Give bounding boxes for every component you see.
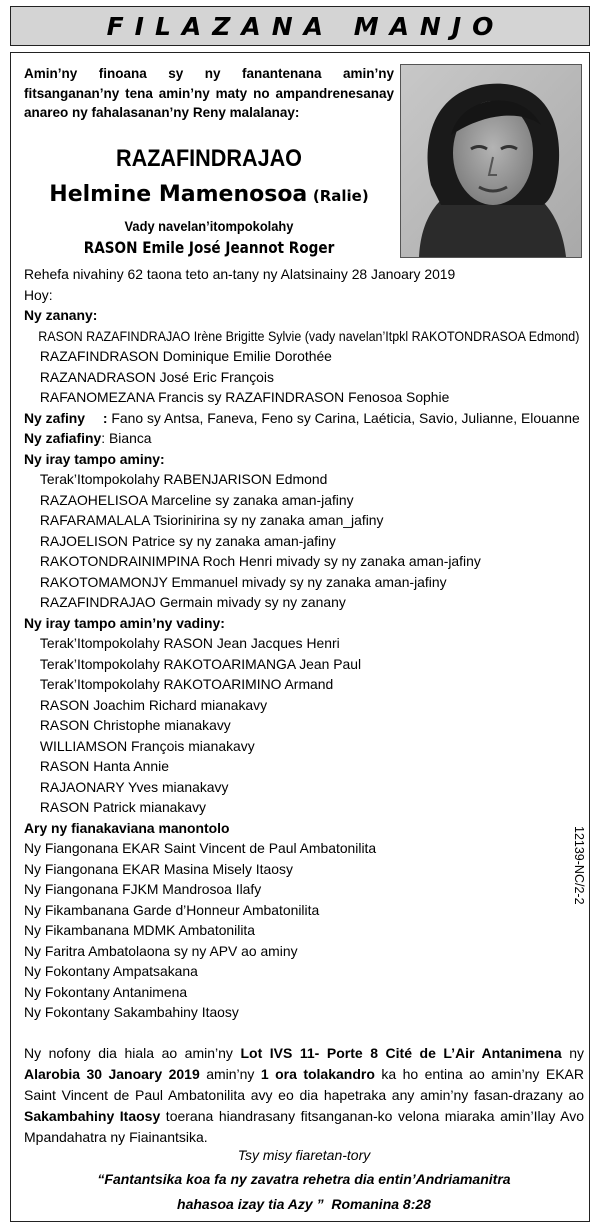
deceased-surname: RAZAFINDRAJAO xyxy=(115,145,302,172)
list-item: WILLIAMSON François mianakavy xyxy=(39,737,255,754)
relation-label: Vady navelan’itompokolahy xyxy=(124,218,294,234)
list-item: RAZAOHELISOA Marceline sy zanaka aman-jafiny xyxy=(39,491,354,508)
funeral-text: ny xyxy=(561,1045,584,1061)
no-flowers-note: Tsy misy fiaretan-tory xyxy=(237,1147,371,1163)
bible-verse-text: hahasoa izay tia Azy ” xyxy=(177,1196,324,1212)
fianakaviana-heading: Ary ny fianakaviana manontolo xyxy=(24,819,230,836)
tampo-vadiny-heading: Ny iray tampo amin’ny vadiny: xyxy=(24,614,225,631)
list-item: Terak’Itompokolahy RAKOTOARIMANGA Jean Paul xyxy=(39,655,362,672)
husband-name: RASON Emile José Jeannot Roger xyxy=(83,238,335,257)
zafiny-heading: Ny zafiny xyxy=(24,409,86,426)
list-item: RAKOTOMAMONJY Emmanuel mivady sy ny zanaka aman-jafiny xyxy=(39,573,447,590)
list-item: RASON Joachim Richard mianakavy xyxy=(39,696,268,713)
portrait-photo xyxy=(400,64,582,258)
hoy-label: Hoy: xyxy=(24,286,53,303)
zafiny-line xyxy=(24,408,580,429)
given-names: Helmine Mamenosoa xyxy=(49,182,308,207)
list-item: Terak’Itompokolahy RASON Jean Jacques Henri xyxy=(39,635,340,651)
funeral-date: Alarobia 30 Janoary 2019 xyxy=(24,1066,200,1082)
deceased-given-names xyxy=(24,182,394,207)
list-item: RAZAFINDRASON Dominique Emilie Dorothée xyxy=(39,348,332,364)
list-item: Ny Fokontany Antanimena xyxy=(24,983,188,1000)
list-item: Ny Fikambanana MDMK Ambatonilita xyxy=(24,922,256,938)
intro-text: Amin’ny finoana sy ny fanantenana amin’ny fitsanganan’ny tena amin’ny maty no ampandrenesanay anareo ny fahalasanan’ny Reny malalanay: xyxy=(24,66,394,120)
list-item: Ny Fokontany Ampatsakana xyxy=(24,963,198,979)
ad-reference-code xyxy=(572,826,586,916)
list-item: Ny Fikambanana Garde d’Honneur Ambatonilita xyxy=(24,901,320,918)
list-item: Ny Fiangonana EKAR Saint Vincent de Paul Ambatonilita xyxy=(24,840,377,856)
funeral-time: 1 ora tolakandro xyxy=(260,1066,375,1082)
list-item: RAJAONARY Yves mianakavy xyxy=(39,778,229,795)
list-item: RASON Hanta Annie xyxy=(39,758,169,774)
funeral-address: Lot IVS 11- Porte 8 Cité de L’Air Antanimena xyxy=(240,1045,562,1061)
list-item: RASON RAZAFINDRAJAO Irène Brigitte Sylvie (vady navelan’Itpkl RAKOTONDRASOA Edmond) xyxy=(38,327,580,344)
list-item: Ny Fiangonana FJKM Mandrosoa Ilafy xyxy=(24,881,262,897)
list-item: RAZAFINDRAJAO Germain mivady sy ny zanany xyxy=(39,594,346,610)
list-item: Ny Faritra Ambatolaona sy ny APV ao aminy xyxy=(24,942,298,959)
death-notice: Rehefa nivahiny 62 taona teto an-tany ny Alatsinainy 28 Janoary 2019 xyxy=(24,266,456,282)
list-item: RAFANOMEZANA Francis sy RAZAFINDRASON Fenosoa Sophie xyxy=(39,389,450,405)
notice-title: FILAZANA MANJO xyxy=(106,11,505,41)
funeral-details xyxy=(24,1043,584,1148)
family-list xyxy=(24,264,584,1023)
zafiny-names: Fano sy Antsa, Faneva, Feno sy Carina, Laéticia, Savio, Julianne, Elouanne xyxy=(107,409,580,426)
bible-verse-line2 xyxy=(24,1196,584,1212)
zafiny-sep: : xyxy=(102,409,108,426)
burial-place: Sakambahiny Itaosy xyxy=(24,1108,161,1124)
list-item: RAFARAMALALA Tsiorinirina sy ny zanaka aman_jafiny xyxy=(39,512,384,528)
nickname: (Ralie) xyxy=(312,187,369,205)
ad-reference-text: 12139-NC/2-2 xyxy=(572,826,586,905)
funeral-text: amin’ny xyxy=(199,1066,261,1082)
list-item: Terak’Itompokolahy RABENJARISON Edmond xyxy=(39,471,328,487)
list-item: RAKOTONDRAINIMPINA Roch Henri mivady sy ny zanaka aman-jafiny xyxy=(39,553,481,569)
funeral-text: toerana hiandrasany fitsanganan-ko velona miaraka amin’Ilay Avo Mpandahatra ny Fiainantsika. xyxy=(24,1108,584,1145)
funeral-text: Ny nofony dia hiala ao amin’ny xyxy=(24,1045,241,1061)
list-item: Ny Fiangonana EKAR Masina Misely Itaosy xyxy=(24,860,293,877)
bible-verse-reference: Romanina 8:28 xyxy=(331,1196,431,1212)
bible-verse-line1: “Fantantsika koa fa ny zavatra rehetra dia entin’Andriamanitra xyxy=(97,1171,511,1187)
zanany-heading: Ny zanany: xyxy=(24,307,98,323)
portrait-image xyxy=(401,65,581,257)
list-item: RAJOELISON Patrice sy ny zanaka aman-jafiny xyxy=(39,532,336,549)
list-item: Ny Fokontany Sakambahiny Itaosy xyxy=(24,1004,239,1020)
tampo-aminy-heading: Ny iray tampo aminy: xyxy=(24,450,165,467)
list-item: Terak’Itompokolahy RAKOTOARIMINO Armand xyxy=(39,676,334,692)
zafiafiny-heading: Ny zafiafiny xyxy=(24,430,102,446)
header-band xyxy=(10,6,590,46)
list-item: RASON Patrick mianakavy xyxy=(39,799,206,815)
list-item: RAZANADRASON José Eric François xyxy=(39,368,274,385)
zafiafiny-names: : Bianca xyxy=(101,430,152,446)
funeral-text: ka ho entina ao amin’ny EKAR Saint Vincent de Paul Ambatonilita avy eo dia hapetraka any amin’ny fasan-drazany ao xyxy=(24,1066,584,1103)
zafiafiny-line xyxy=(24,428,580,449)
list-item: RASON Christophe mianakavy xyxy=(39,717,231,733)
